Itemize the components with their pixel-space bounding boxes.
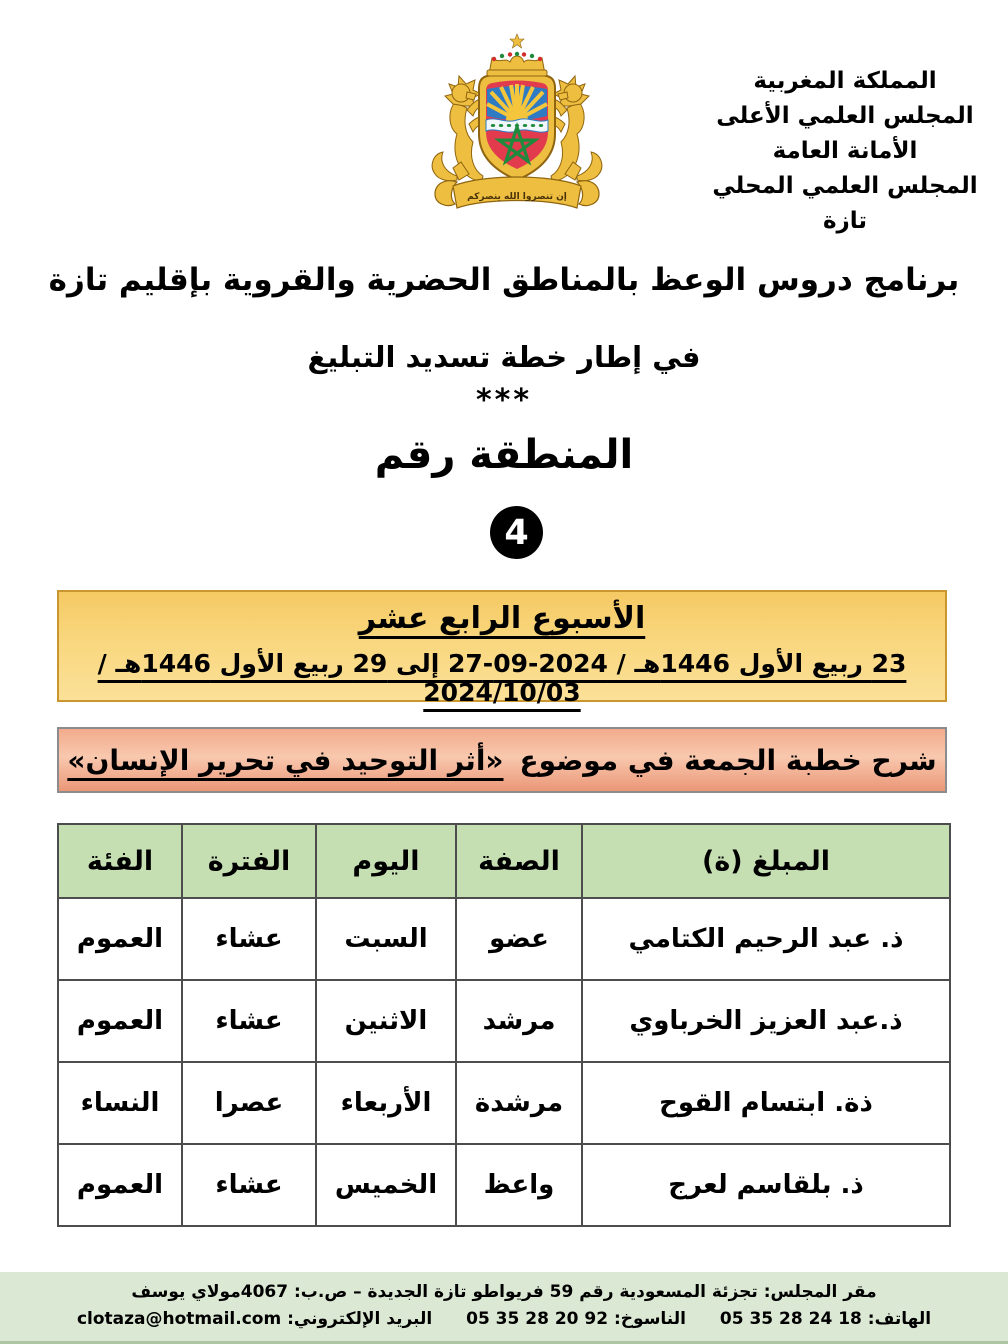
cell-day: الاثنين — [316, 980, 456, 1062]
topic-prefix: شرح خطبة الجمعة في موضوع — [519, 743, 937, 777]
cell-audience: العموم — [58, 1144, 182, 1226]
fax-group — [460, 1309, 686, 1329]
header-day: اليوم — [316, 824, 456, 898]
lion-right-icon — [549, 76, 602, 184]
lion-left-icon — [432, 76, 485, 184]
fax-number: 05 35 28 20 92 — [466, 1309, 609, 1329]
cell-period: عشاء — [182, 980, 316, 1062]
phone-label: الهاتف: — [867, 1309, 932, 1329]
topic-banner — [57, 727, 947, 793]
header-audience: الفئة — [58, 824, 182, 898]
footer — [0, 1272, 1008, 1344]
cell-preacher: ذة. ابتسام القوح — [582, 1062, 950, 1144]
program-title: برنامج دروس الوعظ بالمناطق الحضرية والقروية بإقليم تازة — [48, 262, 960, 298]
cell-preacher: ذ. عبد الرحيم الكتامي — [582, 898, 950, 980]
cell-day: الأربعاء — [316, 1062, 456, 1144]
crown-icon — [487, 34, 547, 76]
cell-role: واعظ — [456, 1144, 582, 1226]
week-banner — [57, 590, 947, 707]
program-subtitle: في إطار خطة تسديد التبليغ — [307, 340, 701, 374]
cell-period: عصرا — [182, 1062, 316, 1144]
cell-period: عشاء — [182, 1144, 316, 1226]
cell-role: مرشد — [456, 980, 582, 1062]
cell-role: مرشدة — [456, 1062, 582, 1144]
zone-label: المنطقة رقم — [374, 432, 634, 478]
table-row — [58, 1062, 950, 1144]
crown-star-icon — [510, 34, 524, 48]
table-row — [58, 980, 950, 1062]
cell-preacher: ذ.عبد العزيز الخرباوي — [582, 980, 950, 1062]
cell-role: عضو — [456, 898, 582, 980]
phone-number: 05 35 28 24 18 — [719, 1309, 862, 1329]
org-line-supreme-council: المجلس العلمي الأعلى — [716, 103, 974, 129]
cell-audience: النساء — [58, 1062, 182, 1144]
fax-label: الناسوخ: — [614, 1309, 686, 1329]
cell-audience: العموم — [58, 898, 182, 980]
org-line-kingdom: المملكة المغربية — [753, 68, 937, 94]
moroccan-coat-of-arms-icon — [423, 32, 611, 224]
header-role: الصفة — [456, 824, 582, 898]
phone-group — [714, 1309, 931, 1329]
email-address: clotaza@hotmail.com — [76, 1309, 282, 1329]
separator-stars: *** — [475, 383, 533, 418]
email-label: البريد الإلكتروني: — [287, 1309, 433, 1329]
cell-audience: العموم — [58, 980, 182, 1062]
footer-address: مقر المجلس: تجزئة المسعودية رقم 59 فريواطو تازة الجديدة – ص.ب: 4067مولاي يوسف — [131, 1282, 877, 1302]
emblem-motto-text: إن تنصروا الله ينصركم — [467, 192, 567, 202]
org-line-local-council: المجلس العلمي المحلي — [712, 173, 978, 199]
header-period: الفترة — [182, 824, 316, 898]
org-line-secretariat: الأمانة العامة — [772, 138, 918, 164]
topic-quoted-title: «أثر التوحيد في تحرير الإنسان» — [67, 743, 504, 777]
cell-day: السبت — [316, 898, 456, 980]
table-header-row — [58, 824, 950, 898]
table-row — [58, 1144, 950, 1226]
email-group — [77, 1309, 432, 1329]
week-title: الأسبوع الرابع عشر — [358, 601, 646, 636]
org-line-city: تازة — [822, 208, 868, 234]
schedule-table — [57, 823, 951, 1227]
cell-period: عشاء — [182, 898, 316, 980]
org-header-block — [688, 64, 1002, 239]
cell-preacher: ذ. بلقاسم لعرج — [582, 1144, 950, 1226]
table-row — [58, 898, 950, 980]
zone-number-badge: 4 — [490, 506, 543, 559]
header-preacher: المبلغ (ة) — [582, 824, 950, 898]
footer-contacts — [0, 1306, 1008, 1333]
week-dates: 23 ربيع الأول 1446هـ / 2024-09-27 إلى 29 ربيع الأول 1446هـ / 2024/10/03 — [97, 649, 907, 707]
cell-day: الخميس — [316, 1144, 456, 1226]
shield-icon — [479, 73, 555, 180]
